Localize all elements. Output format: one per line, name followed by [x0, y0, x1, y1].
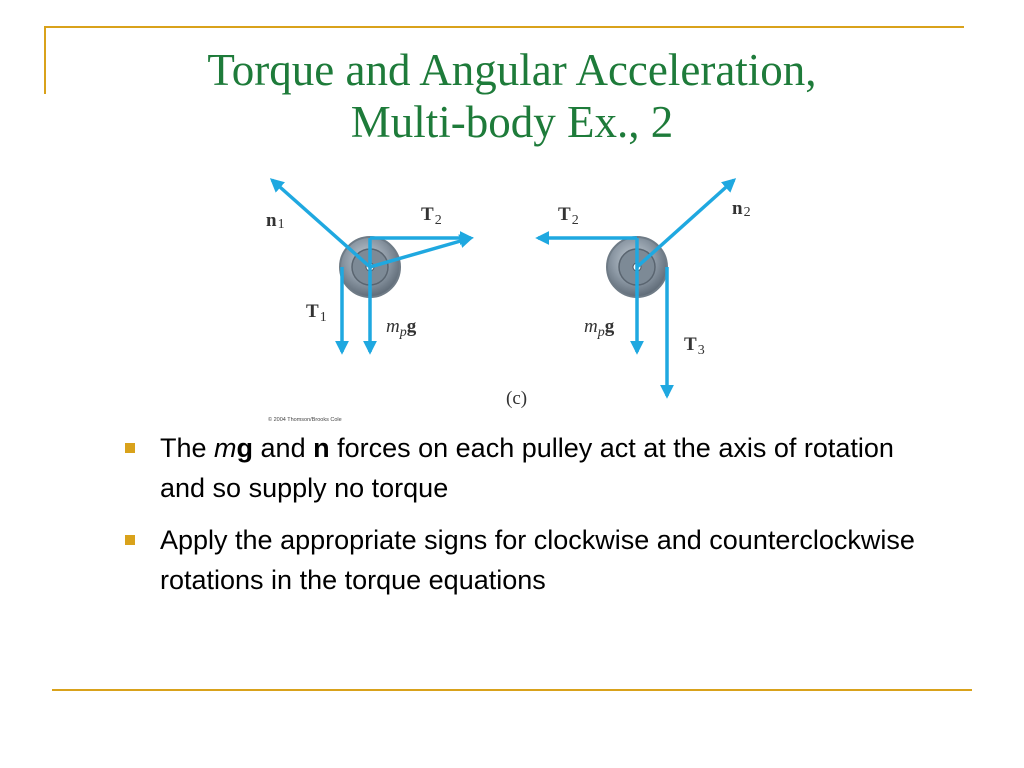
square-bullet-icon — [125, 443, 135, 453]
bullet-1-part2: and — [253, 433, 314, 463]
right-n2-arrow — [637, 180, 734, 267]
bullet-2-text: Apply the appropriate signs for clockwise and counterclockwise rotations in the torque equations — [160, 525, 915, 595]
right-t2-label: $T_2$ — [558, 204, 579, 228]
bullet-1-n: n — [313, 433, 330, 463]
title-line-2: Multi-body Ex., 2 — [350, 97, 674, 147]
figure-caption: (c) — [506, 388, 528, 409]
bullet-list — [125, 428, 945, 612]
left-n1-arrow — [272, 180, 370, 267]
left-t2-label: $T_2$ — [421, 204, 442, 228]
slide-title — [60, 44, 964, 148]
square-bullet-icon — [125, 535, 135, 545]
diagram-svg — [262, 174, 758, 424]
right-pulley-group — [538, 180, 751, 396]
bullet-1-part1: The — [160, 433, 215, 463]
left-accent-line — [44, 26, 46, 94]
left-t1-label: $T_1$ — [306, 301, 327, 325]
bullet-item-1 — [125, 428, 945, 508]
left-pulley-group — [266, 180, 471, 352]
left-weight-label: $m_pg$ — [386, 316, 417, 340]
title-line-1: Torque and Angular Acceleration, — [207, 45, 817, 95]
bullet-1-g: g — [236, 433, 254, 463]
right-weight-label: $m_pg$ — [584, 316, 615, 340]
right-n2-label: n2 — [732, 198, 751, 220]
bullet-1-part3: forces on each pulley act at the axis of rotation and so supply no torque — [160, 433, 894, 503]
figure-copyright: © 2004 Thomson/Brooks Cole — [268, 417, 342, 423]
bottom-accent-line — [52, 689, 972, 691]
left-n1-label: n1 — [266, 210, 285, 232]
right-t3-label: $T_3$ — [684, 334, 705, 358]
bullet-1-m: m — [214, 433, 237, 463]
bullet-item-2 — [125, 520, 945, 600]
pulley-force-diagram — [262, 174, 758, 424]
top-accent-line — [44, 26, 964, 28]
